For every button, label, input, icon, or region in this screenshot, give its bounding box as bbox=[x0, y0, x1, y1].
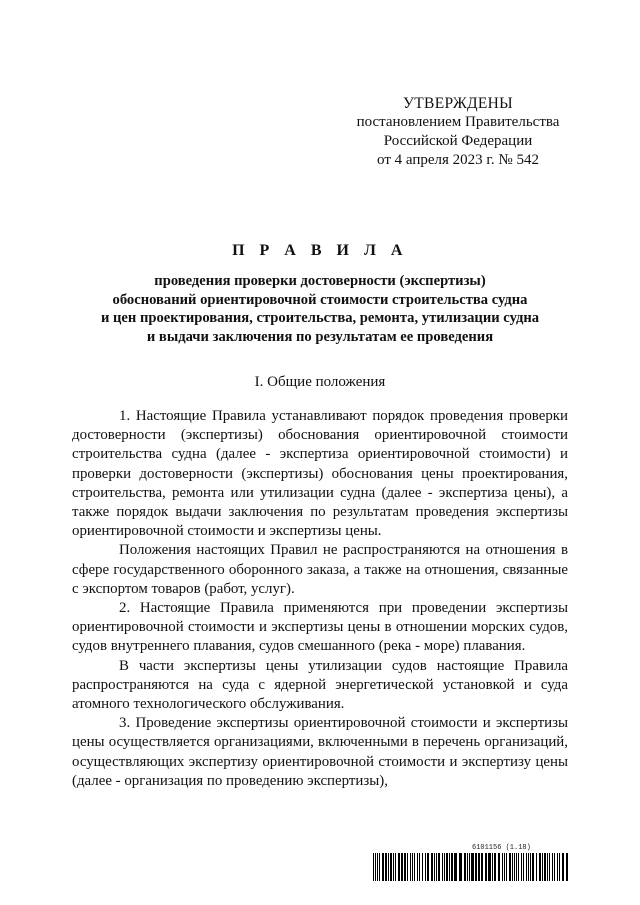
barcode-graphic bbox=[373, 853, 568, 881]
title-main: П Р А В И Л А bbox=[232, 242, 408, 259]
approval-line-1: постановлением Правительства bbox=[356, 114, 560, 130]
title-subtitle-line: проведения проверки достоверности (экспертизы) bbox=[154, 273, 486, 289]
paragraph: 2. Настоящие Правила применяются при проведении экспертизы ориентировочной стоимости и экспертизы цены в отношении морских судов, судов внутреннего плавания, судов смешанного (река - море) плавания. bbox=[72, 600, 568, 655]
barcode-image bbox=[373, 853, 568, 881]
approval-line-2: Российской Федерации bbox=[383, 133, 533, 149]
document-title bbox=[72, 242, 568, 346]
document-body bbox=[72, 407, 568, 791]
approval-heading: УТВЕРЖДЕНЫ bbox=[403, 95, 513, 112]
paragraph: 3. Проведение экспертизы ориентировочной стоимости и экспертизы цены осуществляется организациями, включенными в перечень организаций, осуществляющих экспертизу ориентировочной стоимости и экспертизу цены (далее - организация по проведению экспертизы), bbox=[72, 715, 568, 789]
approval-line-3: от 4 апреля 2023 г. № 542 bbox=[377, 152, 539, 168]
paragraph: 1. Настоящие Правила устанавливают порядок проведения проверки достоверности (экспертизы) обоснования ориентировочной стоимости строительства судна (далее - экспертиза ориентировочной стоимости) и проверки достоверности (экспертизы) обоснования цены проектирования, строительства, ремонта или утилизации судна (далее - экспертиза цены), а также порядок выдачи заключения по результатам проведения экспертизы ориентировочной стоимости и экспертизы цены. bbox=[72, 408, 568, 540]
section-heading: I. Общие положения bbox=[254, 374, 386, 390]
approval-block bbox=[330, 94, 586, 170]
title-subtitle-line: и выдачи заключения по результатам ее проведения bbox=[146, 328, 494, 345]
title-subtitle-line: и цен проектирования, строительства, ремонта, утилизации судна bbox=[100, 310, 540, 326]
paragraph: Положения настоящих Правил не распространяются на отношения в сфере государственного оборонного заказа, а также на отношения, связанные с экспортом товаров (работ, услуг). bbox=[72, 542, 568, 597]
paragraph: В части экспертизы цены утилизации судов настоящие Правила распространяются на суда с ядерной энергетической установкой и суда атомного технологического обслуживания. bbox=[72, 657, 568, 713]
document-code: 6101156 (1.18) bbox=[472, 844, 531, 852]
title-subtitle-line: обоснований ориентировочной стоимости строительства судна bbox=[112, 291, 528, 308]
